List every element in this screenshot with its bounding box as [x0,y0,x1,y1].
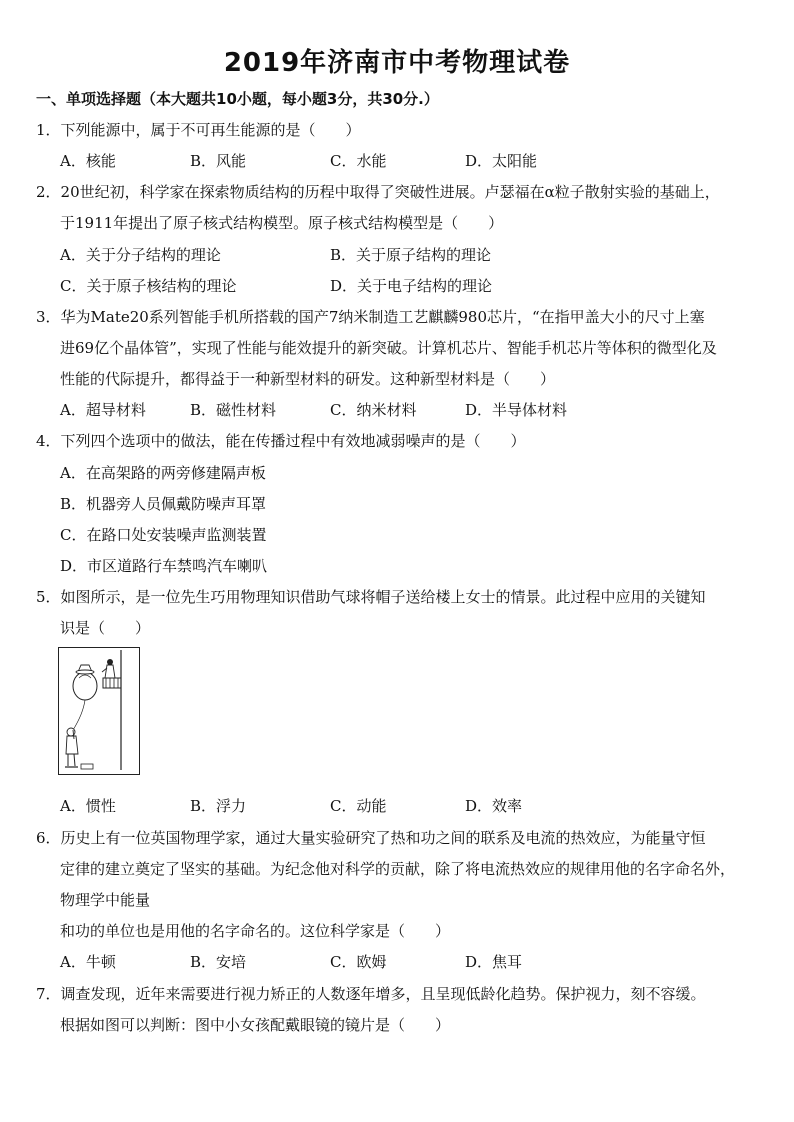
option-b: B．机器旁人员佩戴防噪声耳罩 [60,495,267,513]
question-7-line-1: 7．调查发现，近年来需要进行视力矫正的人数逐年增多，且呈现低龄化趋势。保护视力，刻不容缓。 [36,985,706,1003]
option-b: B．风能 [190,152,247,170]
question-3-line-2: 进69亿个晶体管”，实现了性能与能效提升的新突破。计算机芯片、智能手机芯片等体积的微型化及 [60,339,717,357]
option-c: C．动能 [330,797,387,815]
question-4-line-1: 4．下列四个选项中的做法，能在传播过程中有效地减弱噪声的是（ ） [36,432,526,450]
option-b: B．关于原子结构的理论 [330,246,492,264]
balloon-hat-figure [58,647,140,775]
balloon-illustration [59,648,139,774]
option-b: B．安培 [190,953,247,971]
question-5-line-1: 5．如图所示，是一位先生巧用物理知识借助气球将帽子送给楼上女士的情景。此过程中应用的关键知 [36,588,706,606]
option-c: C．水能 [330,152,387,170]
question-6-line-4: 和功的单位也是用他的名字命名的。这位科学家是（ ） [60,922,451,940]
question-3-line-1: 3．华为Mate20系列智能手机所搭载的国产7纳米制造工艺麒麟980芯片，“在指甲盖大小的尺寸上塞 [36,308,705,326]
option-d: D．市区道路行车禁鸣汽车喇叭 [60,557,268,575]
section-heading: 一、单项选择题（本大题共10小题，每小题3分，共30分.） [36,90,439,108]
option-a: A．牛顿 [60,953,116,971]
option-d: D．效率 [465,797,523,815]
question-6-line-3: 物理学中能量 [60,891,151,909]
option-b: B．磁性材料 [190,401,277,419]
question-6-line-1: 6．历史上有一位英国物理学家，通过大量实验研究了热和功之间的联系及电流的热效应，为能量守恒 [36,829,706,847]
option-c: C．欧姆 [330,953,387,971]
option-c: C．关于原子核结构的理论 [60,277,237,295]
option-c: C．在路口处安装噪声监测装置 [60,526,267,544]
question-1-line-1: 1．下列能源中，属于不可再生能源的是（ ） [36,121,361,139]
option-a: A．在高架路的两旁修建隔声板 [60,464,266,482]
option-a: A．核能 [60,152,116,170]
question-2-line-1: 2．20世纪初，科学家在探索物质结构的历程中取得了突破性进展。卢瑟福在α粒子散射实验的基础上， [36,183,720,201]
option-a: A．惯性 [60,797,116,815]
option-b: B．浮力 [190,797,247,815]
option-c: C．纳米材料 [330,401,417,419]
option-d: D．半导体材料 [465,401,568,419]
question-5-line-2: 识是（ ） [60,619,151,637]
option-a: A．关于分子结构的理论 [60,246,221,264]
option-d: D．焦耳 [465,953,523,971]
question-6-line-2: 定律的建立奠定了坚实的基础。为纪念他对科学的贡献，除了将电流热效应的规律用他的名字命名外， [60,860,736,878]
question-7-line-2: 根据如图可以判断：图中小女孩配戴眼镜的镜片是（ ） [60,1016,451,1034]
page-title: 2019年济南市中考物理试卷 [223,48,571,78]
option-d: D．关于电子结构的理论 [330,277,493,295]
option-d: D．太阳能 [465,152,538,170]
option-a: A．超导材料 [60,401,146,419]
question-2-line-2: 于1911年提出了原子核式结构模型。原子核式结构模型是（ ） [60,214,504,232]
question-3-line-3: 性能的代际提升，都得益于一种新型材料的研发。这种新型材料是（ ） [60,370,556,388]
